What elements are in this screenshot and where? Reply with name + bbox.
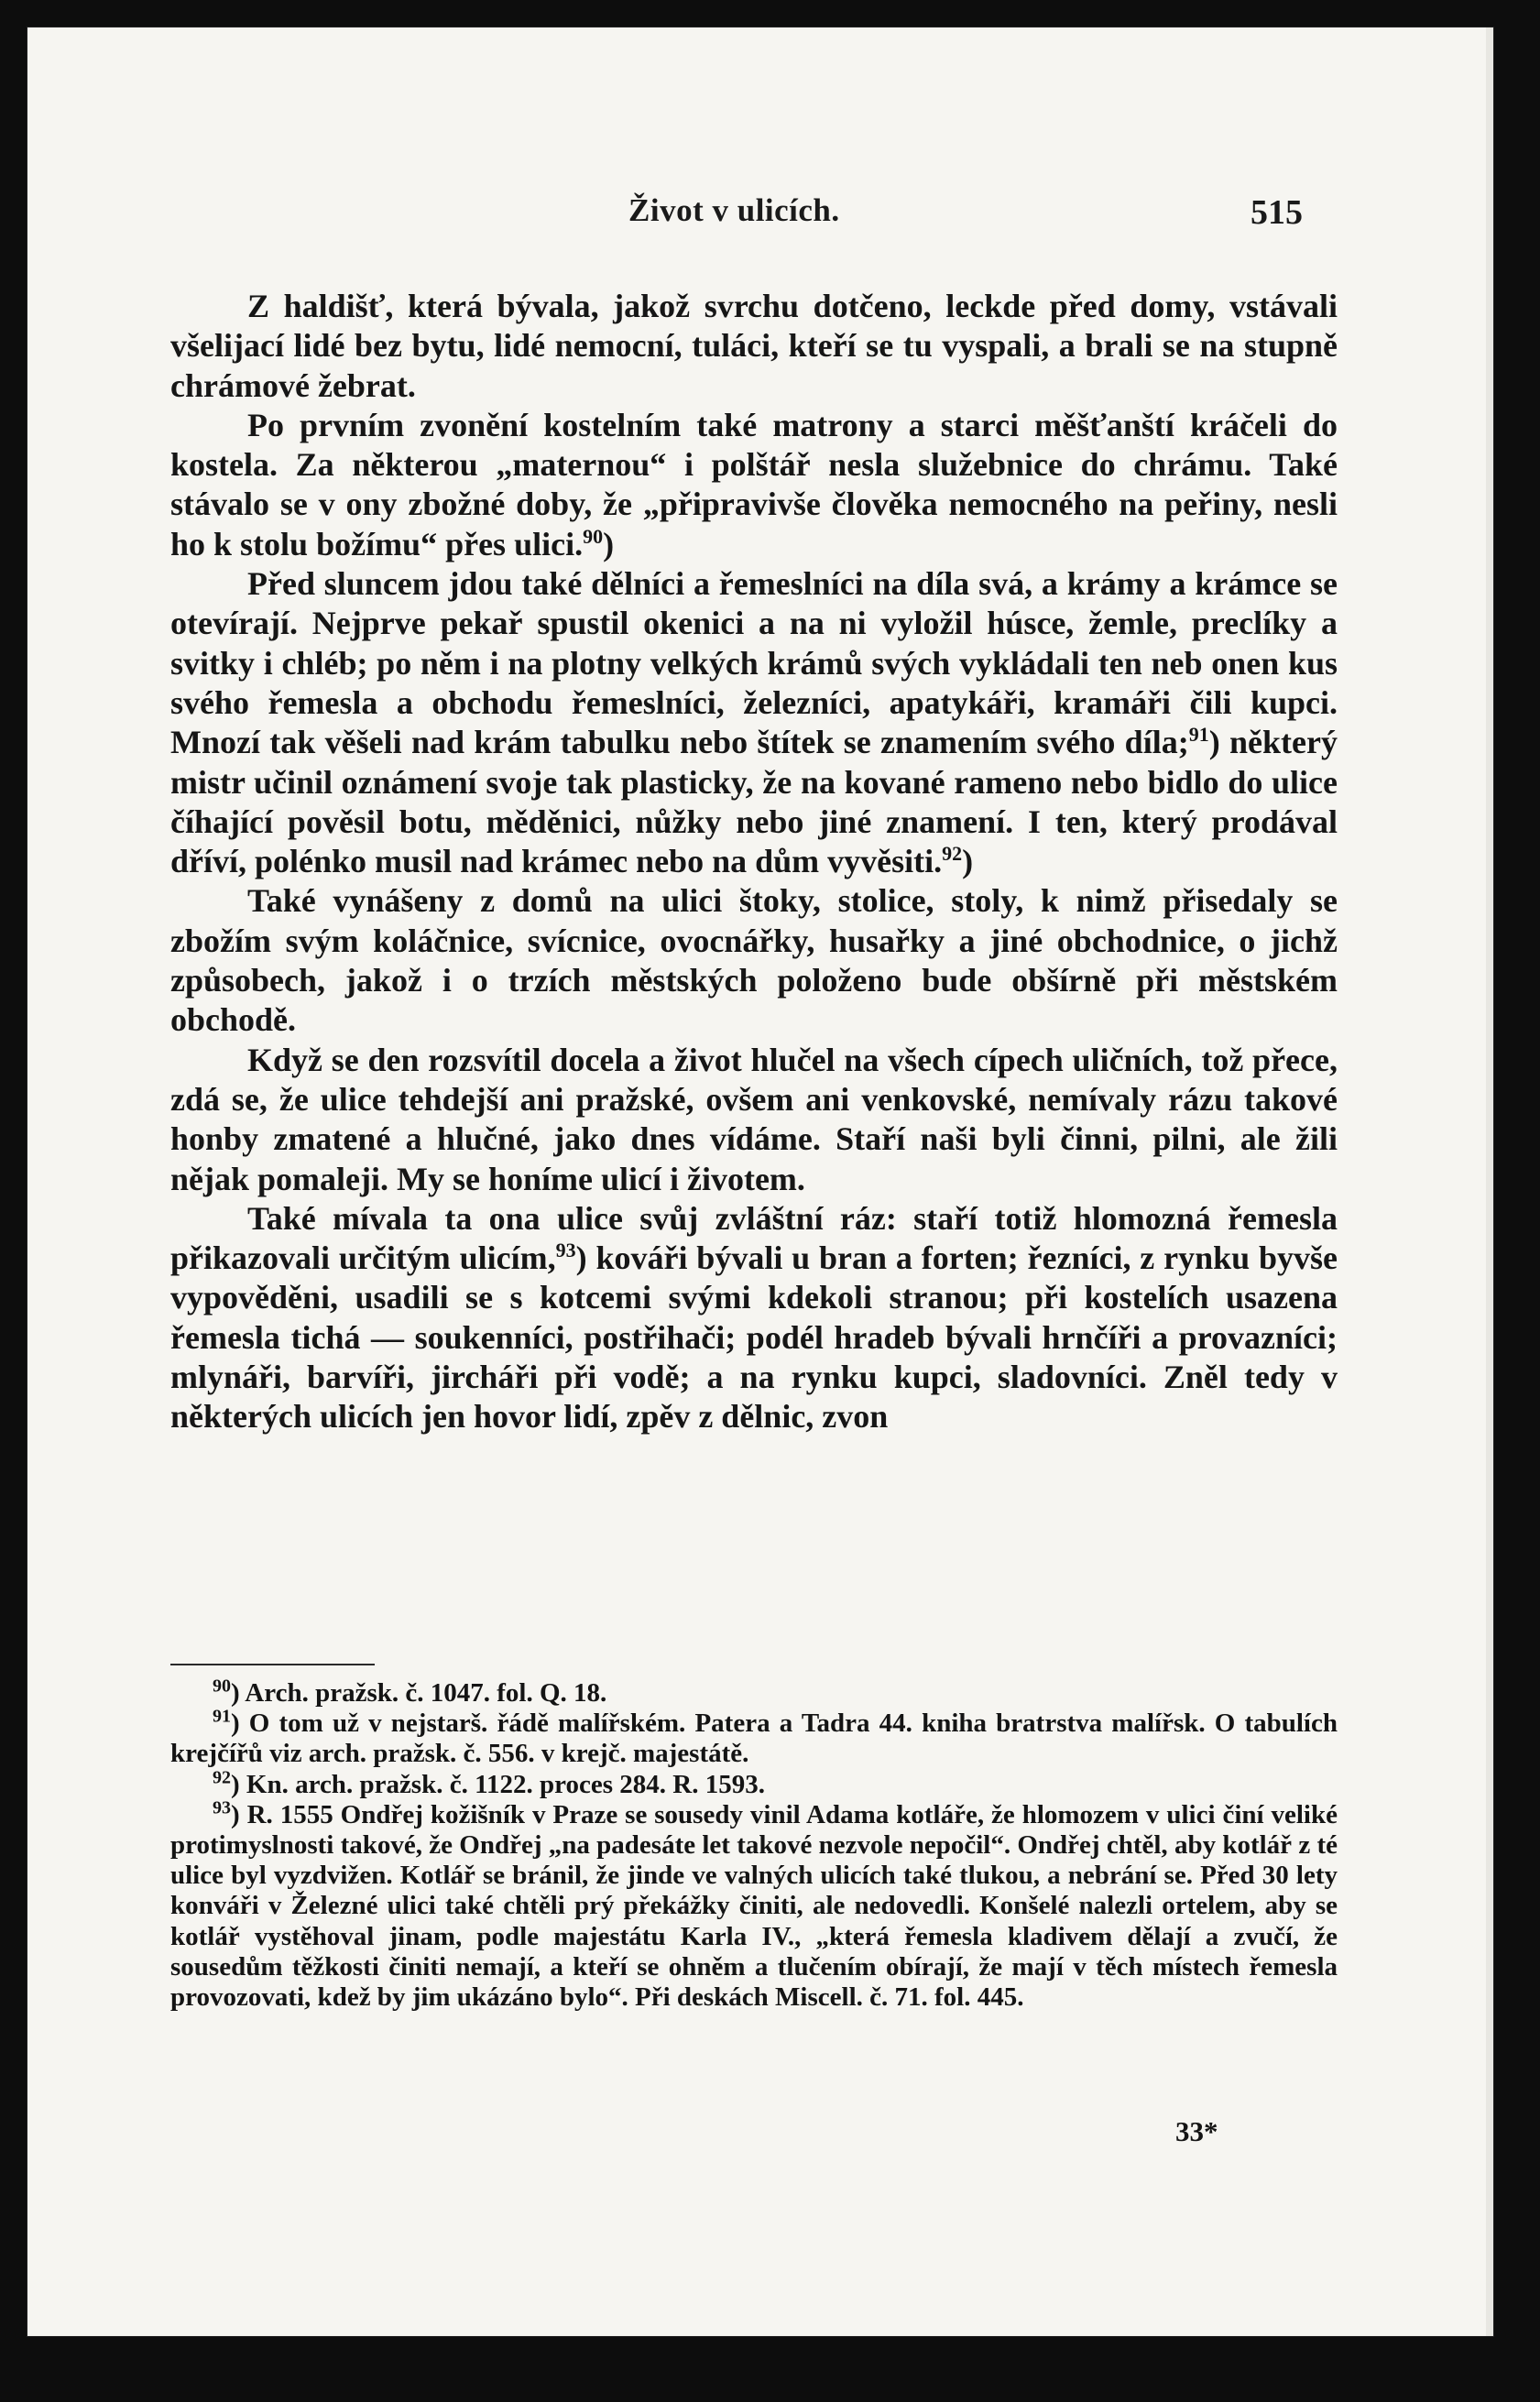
footnotes xyxy=(170,1678,1338,2013)
footnote-number: 91 xyxy=(213,1706,231,1727)
scan-edge xyxy=(1486,27,1493,2336)
page-number: 515 xyxy=(1251,193,1303,232)
footnote-text: ) R. 1555 Ondřej kožišník v Praze se sousedy vinil Adama kotláře, že hlomozem v ulici činí veliké protimyslnosti takové, že Ondřej „na padesáte let takové nezvole nepočil“. Ondřej chtěl, aby kotlář z té ulice byl vyzdvižen. Kotlář se bránil, že jinde ve valných ulicích také tlukou, a nebrání se. Před 30 lety konváři v Železné ulici také chtěli prý překážky činiti, ale nedovedli. Konšelé nalezli ortelem, aby se kotlář vystěhoval jinam, podle majestátu Karla IV., „která řemesla kladivem dělají a zvučí, že sousedům těžkosti činiti nemají, a kteří se ohněm a tlučením obírají, že mají v těch místech řemesla provozovati, kdež by jim ukázáno bylo“. Při deskách Miscell. č. 71. fol. 445. xyxy=(170,1799,1338,2013)
paragraph-text: Když se den rozsvítil docela a život hlučel na všech cípech uličních, tož přece, zdá se, že ulice tehdejší ani pražské, ovšem ani venkovské, nemívaly rázu takové honby zmatené a hlučné, jako dnes vídáme. Staří naši byli činni, pilni, ale žili nějak pomaleji. My se honíme ulicí i životem. xyxy=(170,1041,1338,1197)
footnote-text: ) Arch. pražsk. č. 1047. fol. Q. 18. xyxy=(231,1678,607,1708)
paragraph-text: Po prvním zvonění kostelním také matrony a starci měšťanští kráčeli do kostela. Za některou „maternou“ i polštář nesla služebnice do chrámu. Také stávalo se v ony zbožné doby, že „připravivše člověka nemocného na peřiny, nesli ho k stolu božímu“ přes ulici. xyxy=(170,406,1338,562)
footnote-reference: 92 xyxy=(942,842,963,866)
printer-signature: 33* xyxy=(1175,2115,1218,2147)
footnote xyxy=(170,1797,1338,2013)
main-text xyxy=(170,287,1338,1437)
footnote-reference: 91 xyxy=(1188,723,1209,747)
footnote-number: 93 xyxy=(213,1797,231,1818)
paragraph xyxy=(170,406,1338,564)
paragraph-text: Z haldišť, která bývala, jakož svrchu dotčeno, leckde před domy, vstávali všelijací lidé bez bytu, lidé nemocní, tuláci, kteří se tu vyspali, a brali se na stupně chrámové žebrat. xyxy=(170,288,1338,404)
paragraph-text: Také mívala ta ona ulice svůj zvláštní ráz: staří totiž hlomozná řemesla přikazovali určitým ulicím, xyxy=(170,1199,1338,1277)
footnote-text: ) Kn. arch. pražsk. č. 1122. proces 284. R. 1593. xyxy=(231,1769,765,1799)
paragraph xyxy=(170,1041,1338,1199)
paragraph-text: ) některý mistr učinil oznámení svoje tak plasticky, že na kované rameno nebo bidlo do ulice číhající pověsil botu, měděnici, nůžky nebo jiné znamení. I ten, který prodával dříví, polénko musil nad krámec nebo na dům vyvěsiti. xyxy=(170,724,1338,880)
paragraph-text: Také vynášeny z domů na ulici štoky, stolice, stoly, k nimž přisedaly se zbožím svým koláčnice, svícnice, ovocnářky, husařky a jiné obchodnice, o jichž způsobech, jakož i o trzích městských položeno bude obšírně při městském obchodě. xyxy=(170,882,1338,1039)
footnote-divider xyxy=(170,1664,375,1665)
footnote xyxy=(170,1706,1338,1769)
paragraph xyxy=(170,1199,1338,1437)
paragraph xyxy=(170,564,1338,881)
paragraph-text: ) xyxy=(603,525,615,562)
footnote xyxy=(170,1766,1338,1800)
footnote-number: 92 xyxy=(213,1766,231,1787)
footnote-reference: 93 xyxy=(555,1239,576,1262)
running-head: Život v ulicích. xyxy=(628,192,840,228)
paragraph-text: ) xyxy=(962,843,974,880)
footnote xyxy=(170,1678,1338,1709)
book-page xyxy=(27,27,1493,2336)
footnote-number: 90 xyxy=(213,1676,231,1697)
paragraph-text: ) kováři bývali u bran a forten; řezníci, z rynku byvše vypověděni, usadili se s kotcemi svými kdekoli stranou; při kostelích usazena řemesla tichá — soukenníci, postřihači; podél hradeb bývali hrnčíři a provazníci; mlynáři, barvíři, jircháři při vodě; a na rynku kupci, sladovníci. Zněl tedy v některých ulicích jen hovor lidí, zpěv z dělnic, zvon xyxy=(170,1239,1338,1436)
footnote-reference: 90 xyxy=(583,524,604,548)
paragraph xyxy=(170,287,1338,406)
footnote-text: ) O tom už v nejstarš. řádě malířském. Patera a Tadra 44. kniha bratrstva malířsk. O tabulích krejčířů viz arch. pražsk. č. 556. v krejč. majestátě. xyxy=(170,1709,1338,1769)
paragraph xyxy=(170,881,1338,1040)
page-header xyxy=(27,192,1493,238)
paragraph-text: Před sluncem jdou také dělníci a řemeslníci na díla svá, a krámy a krámce se otevírají. Nejprve pekař spustil okenici a na ni vyložil húsce, žemle, preclíky a svitky i chléb; po něm i na plotny velkých krámů svých vykládali ten neb onen kus svého řemesla a obchodu řemeslníci, železníci, apatykáři, kramáři čili kupci. Mnozí tak věšeli nad krám tabulku nebo štítek se znamením svého díla; xyxy=(170,565,1338,761)
